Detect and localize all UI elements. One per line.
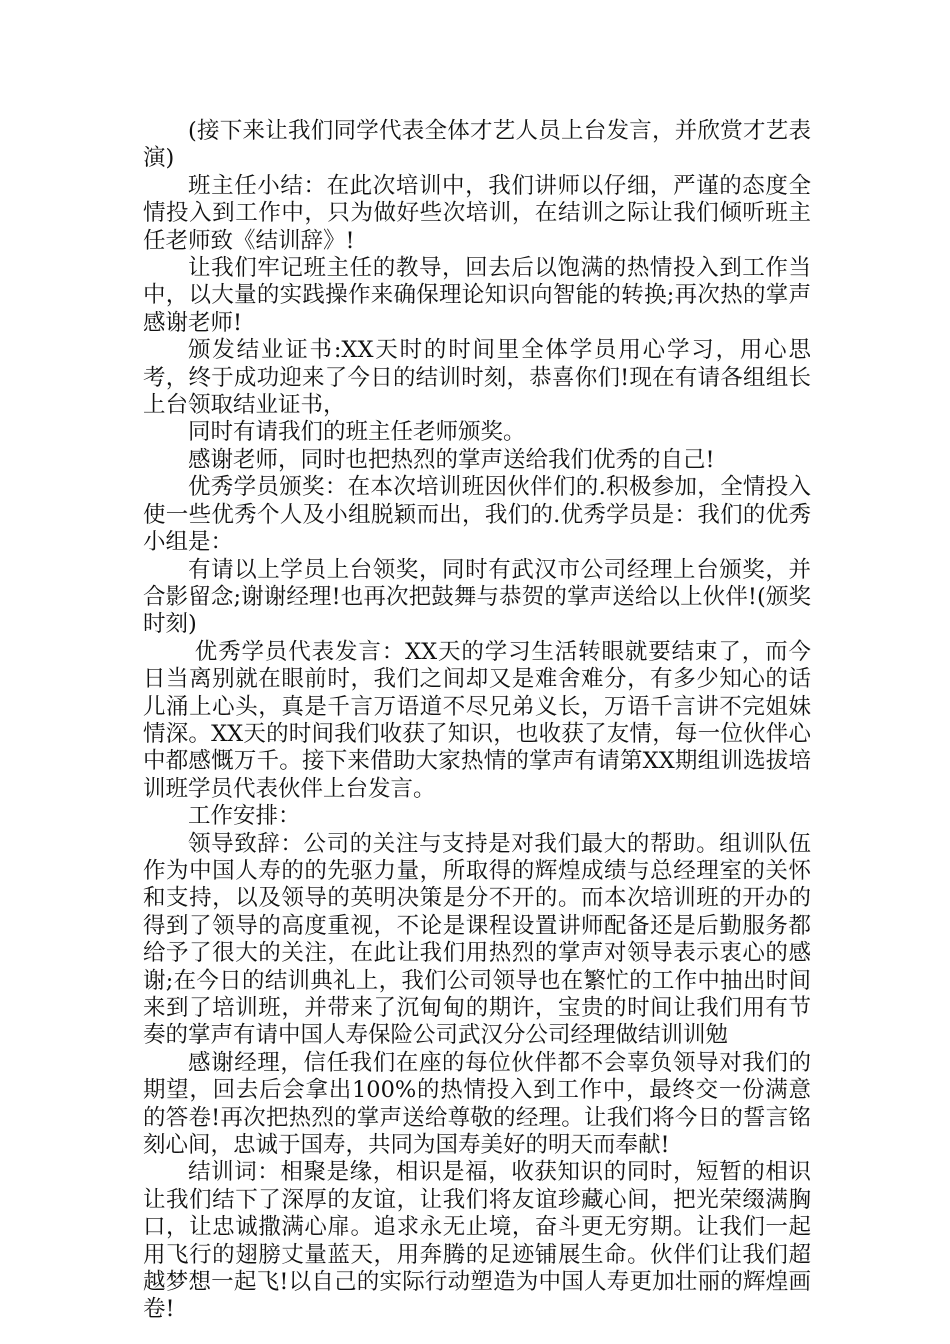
paragraph-leader-speech: 领导致辞：公司的关注与支持是对我们最大的帮助。组训队伍作为中国人寿的的先驱力量，所取得的辉煌成绩与总经理室的关怀和支持，以及领导的英明决策是分不开的。而本次培训班的开办的得到了领导的高度重视，不论是课程设置讲师配备还是后勤服务都给予了很大的关注，在此让我们用热烈的掌声对领导表示衷心的感谢;在今日的结训典礼上，我们公司领导也在繁忙的工作中抽出时间来到了培训班，并带来了沉甸甸的期许，宝贵的时间让我们用有节奏的掌声有请中国人寿保险公司武汉分公司经理做结训训勉 [143,830,811,1049]
paragraph-talent-show: (接下来让我们同学代表全体才艺人员上台发言，并欣赏才艺表演) [143,118,811,172]
paragraph-self-applause: 感谢老师，同时也把热烈的掌声送给我们优秀的自己! [188,446,715,473]
paragraph-head-teacher-summary: 班主任小结：在此次培训中，我们讲师以仔细，严谨的态度全情投入到工作中，只为做好些次培训，在结训之际让我们倾听班主任老师致《结训辞》! [143,172,811,254]
document-body [143,118,811,1324]
paragraph-work-arrangement: 工作安排： [188,803,301,830]
paragraph-closing-words: 结训词：相聚是缘，相识是福，收获知识的同时，短暂的相识让我们结下了深厚的友谊，让我们将友谊珍藏心间，把光荣缀满胸口，让忠诚撒满心扉。追求永无止境，奋斗更无穷期。让我们一起用飞行的翅膀丈量蓝天，用奔腾的足迹铺展生命。伙伴们让我们超越梦想一起飞!以自己的实际行动塑造为中国人寿更加壮丽的辉煌画卷! [143,1159,811,1323]
paragraph-award-ceremony: 有请以上学员上台领奖，同时有武汉市公司经理上台颁奖，并合影留念;谢谢经理!也再次把鼓舞与恭贺的掌声送给以上伙伴!(颁奖时刻) [143,556,811,638]
paragraph-outstanding-awards: 优秀学员颁奖：在本次培训班因伙伴们的.积极参加，全情投入使一些优秀个人及小组脱颖而出，我们的.优秀学员是：我们的优秀小组是： [143,474,811,556]
paragraph-thank-teacher: 让我们牢记班主任的教导，回去后以饱满的热情投入到工作当中，以大量的实践操作来确保理论知识向智能的转换;再次热的掌声感谢老师! [143,255,811,336]
paragraph-student-speech: 优秀学员代表发言：XX天的学习生活转眼就要结束了，而今日当离别就在眼前时，我们之间却又是难舍难分，有多少知心的话儿涌上心头，真是千言万语道不尽兄弟义长，万语千言讲不完姐妹情深。XX天的时间我们收获了知识，也收获了友情，每一位伙伴心中都感慨万千。接下来借助大家热情的掌声有请第XX期组训选拔培训班学员代表伙伴上台发言。 [143,638,811,802]
paragraph-thank-manager: 感谢经理，信任我们在座的每位伙伴都不会辜负领导对我们的期望，回去后会拿出100%的热情投入到工作中，最终交一份满意的答卷!再次把热烈的掌声送给尊敬的经理。让我们将今日的誓言铭刻心间，忠诚于国寿，共同为国寿美好的明天而奉献! [143,1049,811,1159]
paragraph-certificates: 颁发结业证书:XX天时的时间里全体学员用心学习，用心思考，终于成功迎来了今日的结训时刻，恭喜你们!现在有请各组组长上台领取结业证书， [143,337,811,419]
paragraph-award-presenter: 同时有请我们的班主任老师颁奖。 [188,419,526,446]
